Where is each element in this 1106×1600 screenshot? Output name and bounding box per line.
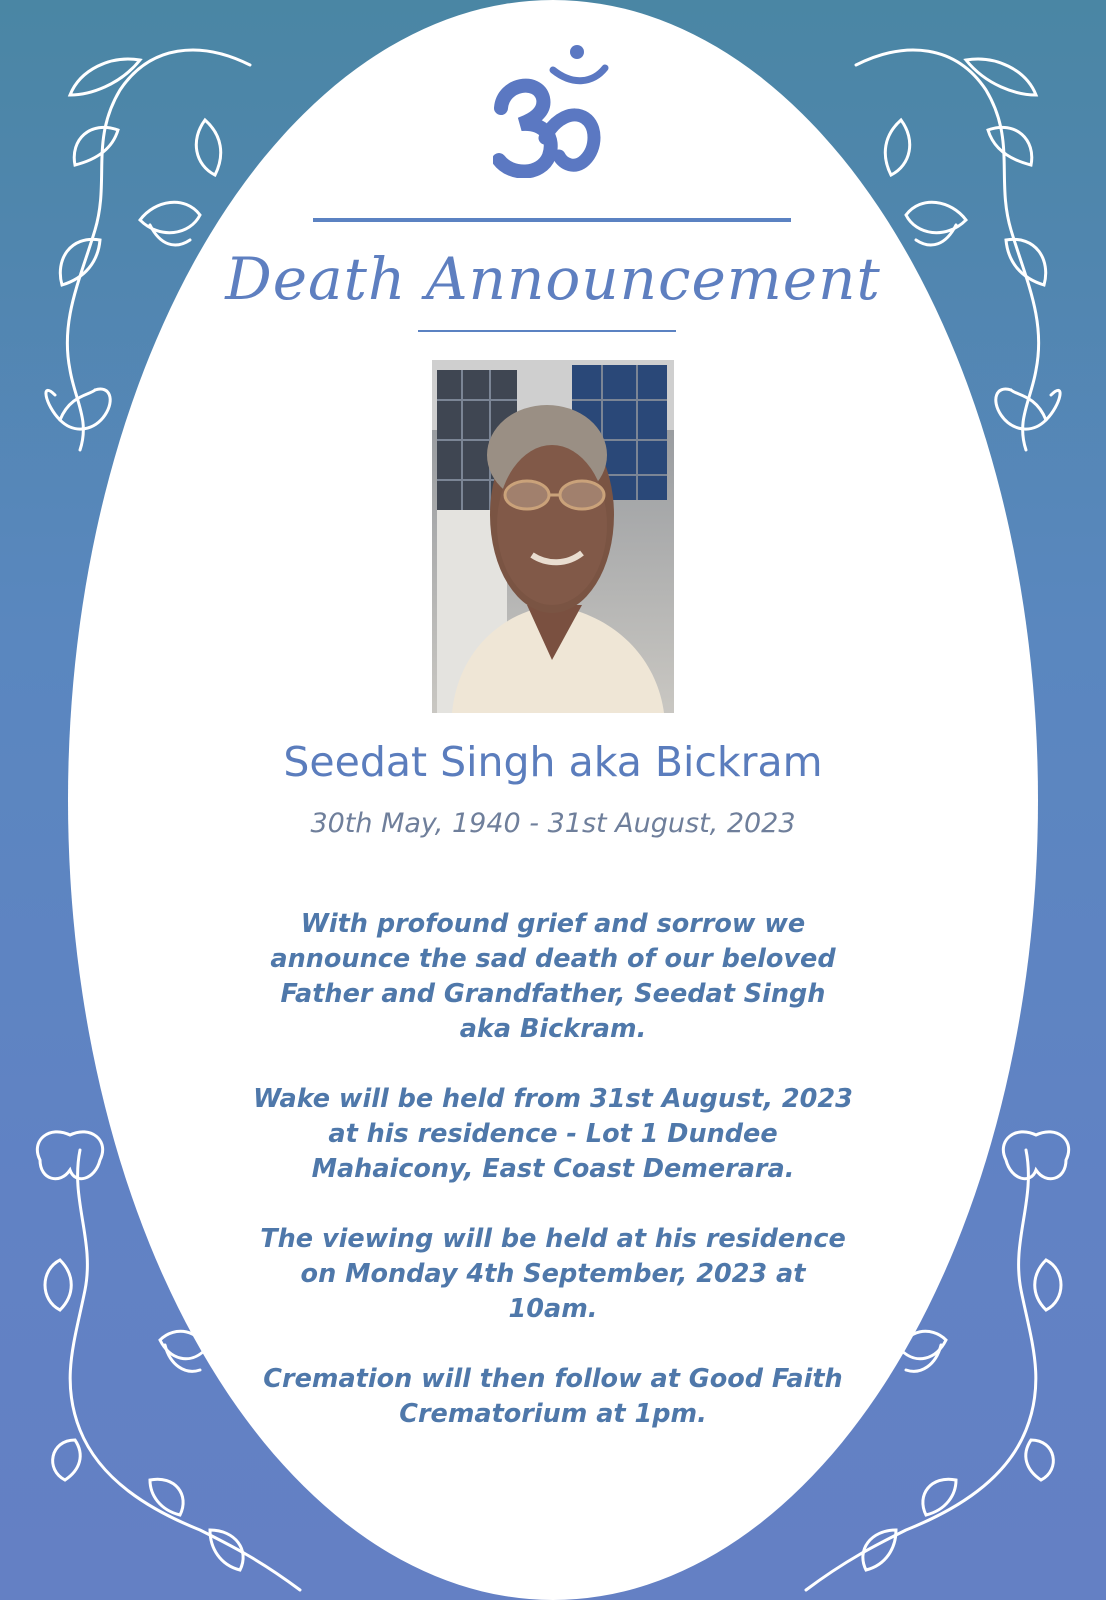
page-title: Death Announcement — [225, 245, 881, 313]
paragraph-wake: Wake will be held from 31st August, 2023 at his residence - Lot 1 Dundee Mahaicony, East Coast Demerara. — [253, 1084, 853, 1184]
om-symbol-icon — [493, 38, 613, 178]
divider-top — [313, 218, 791, 222]
paragraph-announcement: With profound grief and sorrow we announce the sad death of our beloved Father and Grandfather, Seedat Singh aka Bickram. — [270, 909, 836, 1044]
paragraph-cremation: Cremation will then follow at Good Faith Crematorium at 1pm. — [263, 1364, 843, 1429]
divider-bottom — [418, 330, 676, 332]
deceased-name: Seedat Singh aka Bickram — [283, 738, 823, 786]
paragraph-viewing: The viewing will be held at his residence on Monday 4th September, 2023 at 10am. — [260, 1224, 846, 1324]
announcement-body — [253, 907, 853, 1467]
portrait-photo — [432, 360, 674, 713]
life-dates: 30th May, 1940 - 31st August, 2023 — [310, 808, 796, 839]
